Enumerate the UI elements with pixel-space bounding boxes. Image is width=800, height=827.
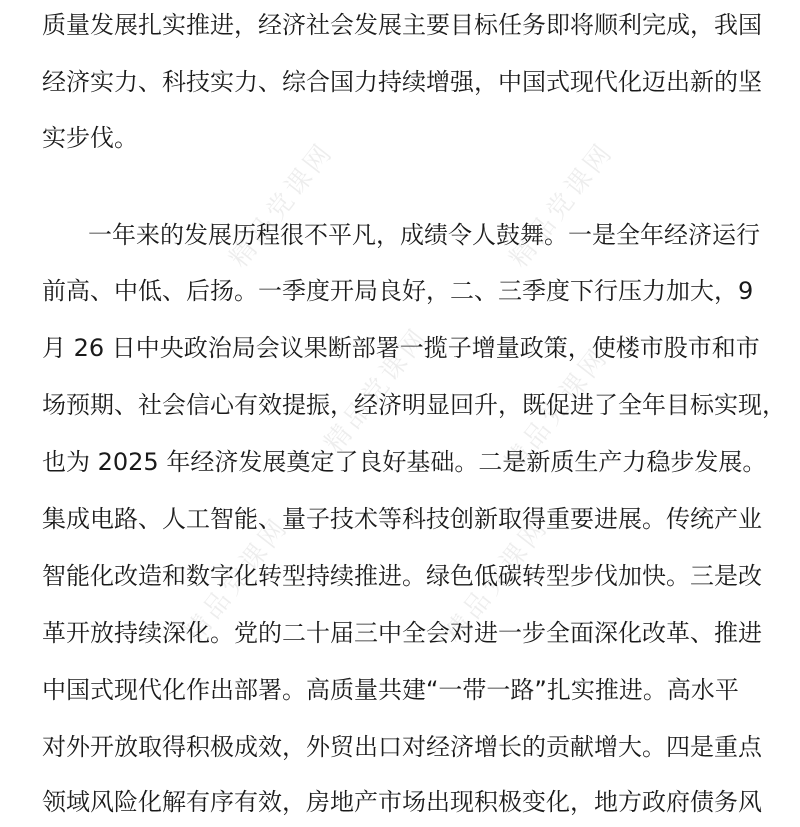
watermark: 精品党课网 (318, 321, 435, 459)
text-line (0, 722, 800, 772)
line-text: 月 26 日中央政治局会议果断部署一揽子增量政策，使楼市股市和市 (42, 334, 760, 362)
text-line (0, 551, 800, 601)
text-line (0, 113, 800, 163)
text-line (0, 323, 800, 373)
line-text: 智能化改造和数字化转型持续推进。绿色低碳转型步伐加快。三是改 (42, 562, 762, 590)
line-text: 中国式现代化作出部署。高质量共建“一带一路”扎实推进。高水平 (42, 676, 739, 704)
line-text: 集成电路、人工智能、量子技术等科技创新取得重要进展。传统产业 (42, 505, 762, 533)
line-text: 领域风险化解有序有效，房地产市场出现积极变化，地方政府债务风 (42, 788, 762, 816)
watermark: 精品党课网 (178, 511, 295, 649)
watermark: 精品党课网 (438, 511, 555, 649)
line-text: 质量发展扎实推进，经济社会发展主要目标任务即将顺利完成，我国 (42, 11, 762, 39)
text-line (0, 665, 800, 715)
line-text: 对外开放取得积极成效，外贸出口对经济增长的贡献增大。四是重点 (42, 733, 762, 761)
line-text: 前高、中低、后扬。一季度开局良好，二、三季度下行压力加大，9 (42, 277, 754, 305)
text-line (0, 0, 800, 50)
text-line (0, 210, 800, 260)
line-text: 实步伐。 (42, 124, 138, 152)
text-line (0, 266, 800, 316)
line-text: 革开放持续深化。党的二十届三中全会对进一步全面深化改革、推进 (42, 619, 762, 647)
watermark: 精品党课网 (503, 136, 620, 274)
text-line (0, 437, 800, 487)
watermark: 精品党课网 (498, 341, 615, 479)
text-line (0, 380, 800, 430)
text-line (0, 608, 800, 658)
watermark: 精品党课网 (223, 136, 340, 274)
line-text: 场预期、社会信心有效提振，经济明显回升，既促进了全年目标实现， (42, 391, 786, 419)
line-text: 经济实力、科技实力、综合国力持续增强，中国式现代化迈出新的坚 (42, 68, 762, 96)
line-text: 一年来的发展历程很不平凡，成绩令人鼓舞。一是全年经济运行 (88, 221, 760, 249)
text-line (0, 777, 800, 827)
text-line (0, 57, 800, 107)
text-line (0, 494, 800, 544)
line-text: 也为 2025 年经济发展奠定了良好基础。二是新质生产力稳步发展。 (42, 448, 767, 476)
